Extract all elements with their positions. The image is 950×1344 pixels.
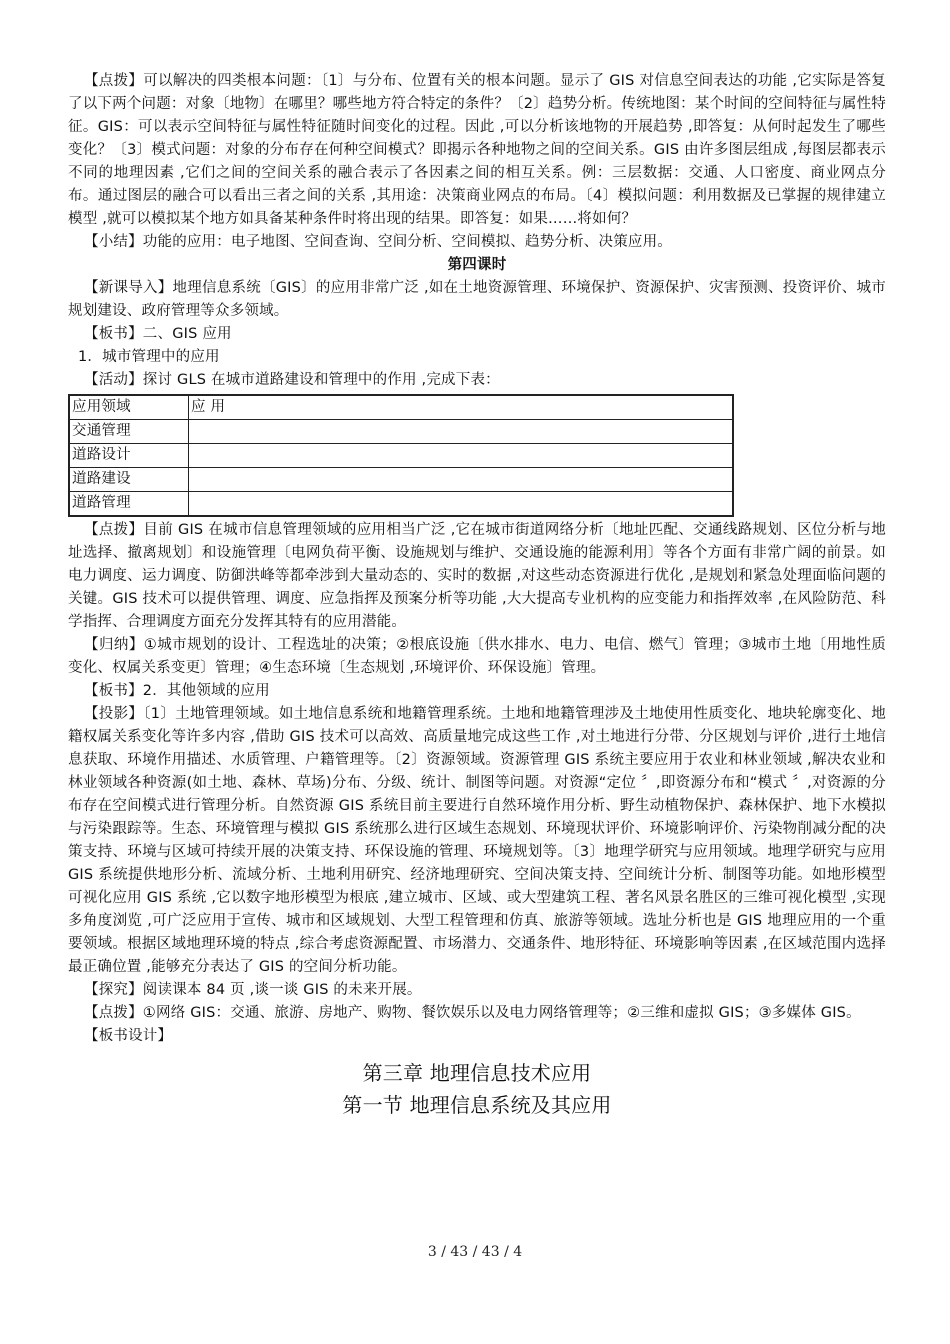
chapter-title: 第三章 地理信息技术应用: [362, 1061, 592, 1085]
paragraph-explore: 【探究】阅读课本 84 页 ,谈一谈 GIS 的未来开展。: [84, 982, 422, 998]
table-cell-application: [189, 468, 734, 492]
table-row: [69, 420, 733, 444]
paragraph-board-design: 【板书设计】: [84, 1028, 173, 1044]
paragraph-projection: 【投影】〔1〕土地管理领域。如土地信息系统和地籍管理系统。土地和地籍管理涉及土地使用性质变化、地块轮廓变化、地籍权属关系变化等许多内容 ,借助 GIS 技术可以高效、高质量地完成这些工作 ,对土地进行分带、分区规划与评价 ,进行土地信息获取、环境作用描述、水质管理、户籍管理等。〔2〕资源领域。资源管理 GIS 系统主要应用于农业和林业领域 ,解决农业和林业领域各种资源(如土地、森林、草场)分布、分级、统计、制图等问题。对资源“定位 〞,即资源分布和“模式 〞,对资源的分布存在空间模式进行管理分析。自然资源 GIS 系统目前主要进行自然环境作用分析、野生动植物保护、森林保护、地下水模拟与污染跟踪等。生态、环境管理与模拟 GIS 系统那么进行区域生态规划、环境现状评价、环境影响评价、污染物削减分配的决策支持、环境与区域可持续开展的决策支持、环保设施的管理、环境规划等。〔3〕地理学研究与应用领域。地理学研究与应用 GIS 系统提供地形分析、流域分析、土地利用研究、经济地理研究、空间决策支持、空间统计分析、制图等功能。如地形模型可视化应用 GIS 系统 ,它以数字地形模型为根底 ,建立城市、区域、或大型建筑工程、著名风景名胜区的三维可视化模型 ,实现多角度浏览 ,可广泛应用于宣传、城市和区域规划、大型工程管理和仿真、旅游等领域。选址分析也是 GIS 地理应用的一个重要领域。根据区域地理环境的特点 ,综合考虑资源配置、市场潜力、交通条件、地形特征、环境影响等因素 ,在区域范围内选择最正确位置 ,能够充分表达了 GIS 的空间分析功能。: [68, 706, 886, 975]
paragraph-summary: 【小结】功能的应用：电子地图、空间查询、空间分析、空间模拟、趋势分析、决策应用。: [84, 234, 672, 250]
paragraph-conclusion: 【归纳】①城市规划的设计、工程选址的决策；②根底设施〔供水排水、电力、电信、燃气〕管理；③城市土地〔用地性质变化、权属关系变更〕管理；④生态环境〔生态规划 ,环境评价、环保设施〕管理。: [68, 637, 886, 676]
paragraph-city-management: 1．城市管理中的应用: [78, 349, 220, 365]
table-header-cell: 应 用: [189, 395, 734, 420]
table-cell-application: [189, 444, 734, 468]
paragraph-dianbo-3: 【点拨】①网络 GIS：交通、旅游、房地产、购物、餐饮娱乐以及电力网络管理等；②三维和虚拟 GIS；③多媒体 GIS。: [84, 1005, 861, 1021]
table-row: [69, 492, 733, 517]
table-cell-application: [189, 420, 734, 444]
table-cell-domain: 道路建设: [69, 468, 189, 492]
page-footer: 3 / 43 / 43 / 4: [427, 1244, 523, 1260]
paragraph-dianbo-1: 【点拨】可以解决的四类根本问题：〔1〕与分布、位置有关的根本问题。显示了 GIS 对信息空间表达的功能 ,它实际是答复了以下两个问题：对象〔地物〕在哪里？哪些地方符合特定的条件？〔2〕趋势分析。传统地图：某个时间的空间特征与属性特征。GIS：可以表示空间特征与属性特征随时间变化的过程。因此 ,可以分析该地物的开展趋势 ,即答复：从何时起发生了哪些变化？〔3〕模式问题：对象的分布存在何种空间模式？即揭示各种地物之间的空间关系。GIS 由许多图层组成 ,每图层都表示不同的地理因素 ,它们之间的空间关系的融合表示了各因素之间的相互关系。例：三层数据：交通、人口密度、商业网点分布。通过图层的融合可以看出三者之间的关系 ,其用途：决策商业网点的布局。〔4〕模拟问题：利用数据及已掌握的规律建立模型 ,就可以模拟某个地方如具备某种条件时将出现的结果。即答复：如果……将如何？: [68, 73, 886, 227]
table-cell-domain: 交通管理: [69, 420, 189, 444]
table-cell-application: [189, 492, 734, 517]
table-header-cell: 应用领域: [69, 395, 189, 420]
application-table: [68, 394, 734, 517]
paragraph-activity: 【活动】探讨 GLS 在城市道路建设和管理中的作用 ,完成下表：: [84, 372, 500, 388]
section-title: 第一节 地理信息系统及其应用: [342, 1093, 612, 1117]
paragraph-board-2: 【板书】2．其他领域的应用: [84, 683, 270, 699]
paragraph-dianbo-2: 【点拨】目前 GIS 在城市信息管理领域的应用相当广泛 ,它在城市街道网络分析〔地址匹配、交通线路规划、区位分析与地址选择、撤离规划〕和设施管理〔电网负荷平衡、设施规划与维护、交通设施的能源利用〕等各个方面有非常广阔的前景。如电力调度、运力调度、防御洪峰等都牵涉到大量动态的、实时的数据 ,对这些动态资源进行优化 ,是规划和紧急处理面临问题的关键。GIS 技术可以提供管理、调度、应急指挥及预案分析等功能 ,大大提高专业机构的应变能力和指挥效率 ,在风险防范、科学指挥、合理调度方面充分发挥其特有的应用潜能。: [68, 522, 886, 630]
table-cell-domain: 道路设计: [69, 444, 189, 468]
paragraph-intro: 【新课导入】地理信息系统〔GIS〕的应用非常广泛 ,如在土地资源管理、环境保护、资源保护、灾害预测、投资评价、城市规划建设、政府管理等众多领域。: [68, 280, 886, 319]
table-row: [69, 444, 733, 468]
lesson-heading: 第四课时: [447, 257, 507, 273]
table-cell-domain: 道路管理: [69, 492, 189, 517]
document-page: [68, 70, 886, 1120]
table-row: [69, 468, 733, 492]
paragraph-board-1: 【板书】二、GIS 应用: [84, 326, 232, 342]
table-header-row: [69, 395, 733, 420]
